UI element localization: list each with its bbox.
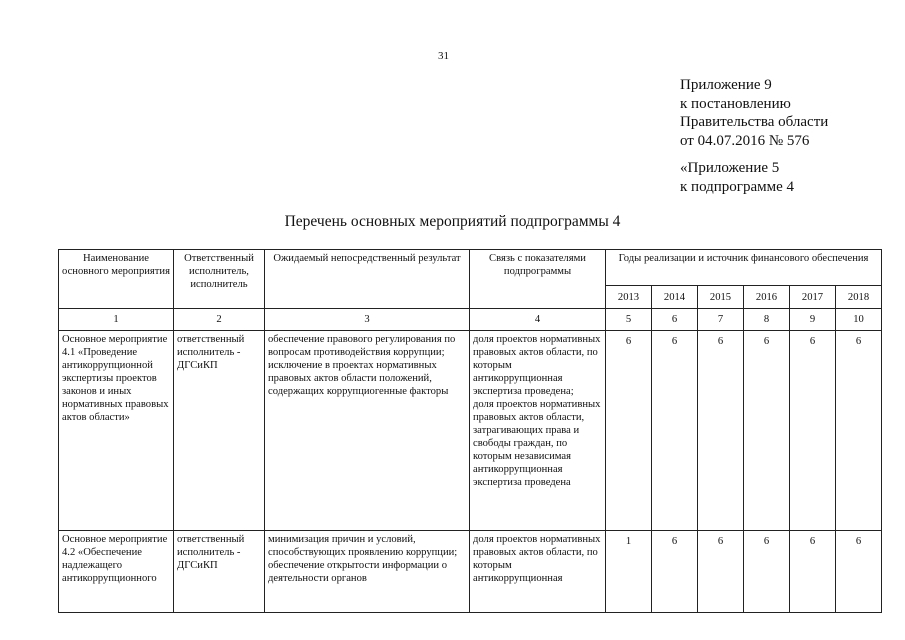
measure-indicator-link: доля проектов нормативных правовых актов области, по которым антикоррупционная [470, 531, 606, 613]
year-value: 6 [698, 531, 744, 613]
year-value: 6 [836, 531, 882, 613]
measure-result: обеспечение правового регулирования по вопросам противодействия коррупции; исключение в проектах нормативных правовых актов области положений, содержащих коррупциогенные факторы [265, 331, 470, 531]
header-year: 2018 [836, 286, 882, 309]
header-link: Связь с показателями подпрограммы [470, 250, 606, 309]
document-title: Перечень основных мероприятий подпрограммы 4 [284, 213, 621, 230]
appendix-reference [680, 76, 828, 150]
measure-executor: ответственный исполнитель - ДГСиКП [174, 331, 265, 531]
year-value: 6 [744, 331, 790, 531]
year-value: 6 [652, 331, 698, 531]
year-value: 6 [790, 531, 836, 613]
table-row [59, 331, 882, 531]
header-year: 2016 [744, 286, 790, 309]
column-number: 8 [744, 309, 790, 331]
header-year: 2015 [698, 286, 744, 309]
measure-result: минимизация причин и условий, способствующих проявлению коррупции; обеспечение открытости информации о деятельности органов [265, 531, 470, 613]
appendix-line: Правительства области [680, 114, 829, 130]
year-value: 6 [836, 331, 882, 531]
header-year: 2014 [652, 286, 698, 309]
year-value: 6 [744, 531, 790, 613]
column-number: 2 [174, 309, 265, 331]
table-row [59, 531, 882, 613]
header-year: 2017 [790, 286, 836, 309]
column-number: 10 [836, 309, 882, 331]
year-value: 6 [790, 331, 836, 531]
measure-name: Основное мероприятие 4.2 «Обеспечение надлежащего антикоррупционного [59, 531, 174, 613]
column-number: 6 [652, 309, 698, 331]
header-year: 2013 [606, 286, 652, 309]
column-number: 3 [265, 309, 470, 331]
measure-executor: ответственный исполнитель - ДГСиКП [174, 531, 265, 613]
header-executor: Ответственный исполнитель, исполнитель [174, 250, 265, 309]
column-number: 4 [470, 309, 606, 331]
column-number: 7 [698, 309, 744, 331]
page-number: 31 [438, 50, 449, 62]
appendix-line: Приложение 9 [680, 77, 772, 93]
appendix-line: от 04.07.2016 № 576 [680, 132, 810, 149]
header-result: Ожидаемый непосредственный результат [265, 250, 470, 309]
year-value: 6 [606, 331, 652, 531]
column-number: 5 [606, 309, 652, 331]
header-years-group: Годы реализации и источник финансового обеспечения [606, 250, 882, 286]
column-number: 9 [790, 309, 836, 331]
appendix-line: «Приложение 5 [680, 160, 780, 176]
column-number: 1 [59, 309, 174, 331]
measure-name: Основное мероприятие 4.1 «Проведение антикоррупционной экспертизы проектов законов и иных нормативных правовых актов области» [59, 331, 174, 531]
appendix-subprogram-reference [680, 159, 794, 196]
column-number-row [59, 309, 882, 331]
header-name: Наименование основного мероприятия [59, 250, 174, 309]
appendix-line: к постановлению [680, 95, 791, 112]
measures-table [58, 249, 882, 613]
year-value: 1 [606, 531, 652, 613]
year-value: 6 [652, 531, 698, 613]
measure-indicator-link: доля проектов нормативных правовых актов области, по которым антикоррупционная экспертиза проведена; доля проектов нормативных правовых актов области, затрагивающих права и свободы граждан, по которым независимая антикоррупционная экспертиза проведена [470, 331, 606, 531]
year-value: 6 [698, 331, 744, 531]
appendix-line: к подпрограмме 4 [680, 178, 794, 195]
